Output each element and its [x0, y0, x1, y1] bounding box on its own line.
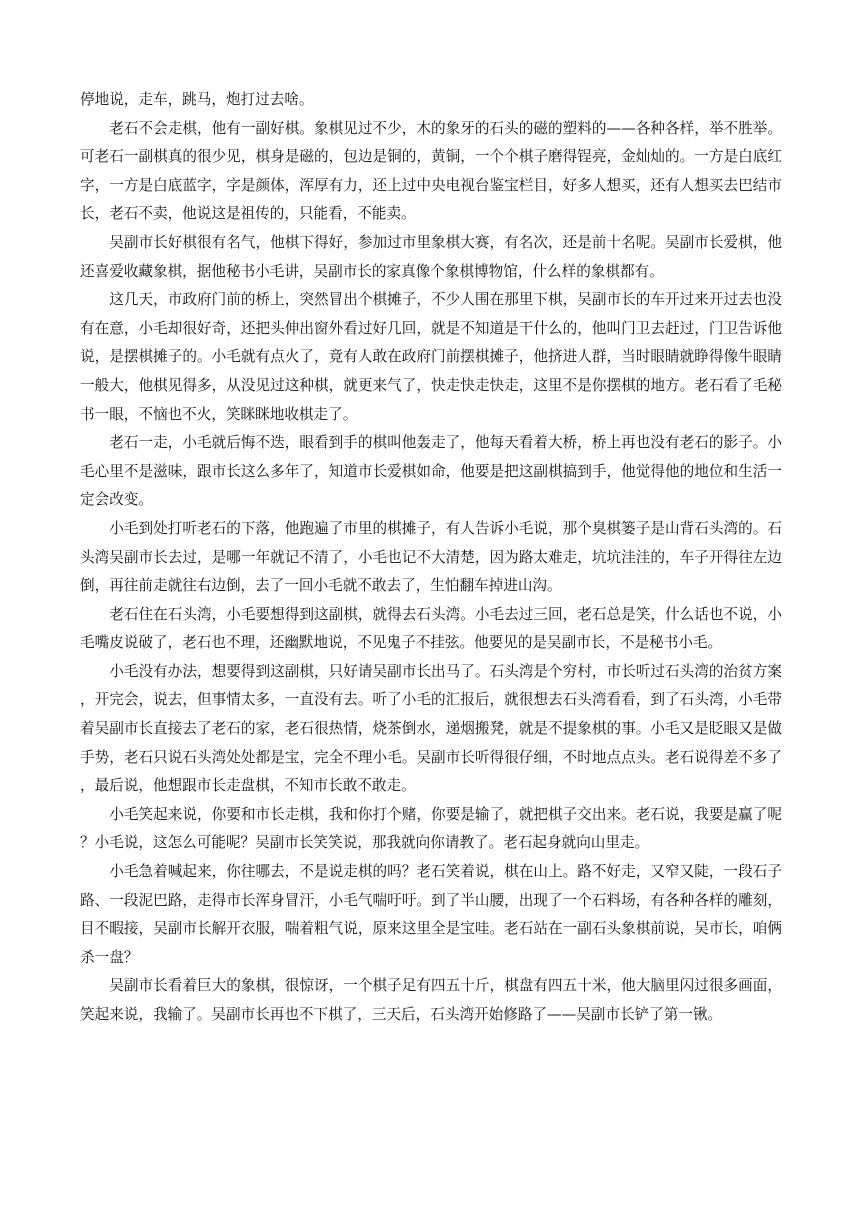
paragraph: 小毛笑起来说，你要和市长走棋，我和你打个赌，你要是输了，就把棋子交出来。老石说，我要是赢了呢？小毛说，这怎么可能呢？吴副市长笑笑说，那我就向你请教了。老石起身就向山里走。	[80, 805, 782, 852]
paragraph: 停地说，走车，跳马，炮打过去啥。	[80, 91, 314, 108]
document-page	[80, 86, 782, 1030]
paragraph: 吴副市长好棋很有名气，他棋下得好，参加过市里象棋大赛，有名次，还是前十名呢。吴副市长爱棋，他还喜爱收藏象棋，据他秘书小毛讲，吴副市长的家真像个象棋博物馆，什么样的象棋都有。	[80, 233, 782, 280]
paragraph: 老石不会走棋，他有一副好棋。象棋见过不少，木的象牙的石头的磁的塑料的——各种各样，举不胜举。可老石一副棋真的很少见，棋身是磁的，包边是铜的，黄铜，一个个棋子磨得锃亮，金灿灿的。一方是白底红字，一方是白底蓝字，字是颜体，浑厚有力，还上过中央电视台鉴宝栏目，好多人想买，还有人想买去巴结市长，老石不卖，他说这是祖传的，只能看，不能卖。	[80, 119, 782, 223]
paragraph: 小毛急着喊起来，你往哪去，不是说走棋的吗？老石笑着说，棋在山上。路不好走，又窄又陡，一段石子路、一段泥巴路，走得市长浑身冒汗，小毛气喘吁吁。到了半山腰，出现了一个石料场，有各种各样的雕刻，目不暇接，吴副市长解开衣服，喘着粗气说，原来这里全是宝哇。老石站在一副石头象棋前说，吴市长，咱俩杀一盘？	[80, 863, 782, 966]
paragraph: 小毛到处打听老石的下落，他跑遍了市里的棋摊子，有人告诉小毛说，那个臭棋篓子是山背石头湾的。石头湾吴副市长去过，是哪一年就记不清了，小毛也记不大清楚，因为路太难走，坑坑洼洼的，车子开得往左边倒，再往前走就往右边倒，去了一回小毛就不敢去了，生怕翻车掉进山沟。	[80, 519, 782, 595]
paragraph: 小毛没有办法，想要得到这副棋，只好请吴副市长出马了。石头湾是个穷村，市长听过石头湾的治贫方案，开完会，说去，但事情太多，一直没有去。听了小毛的汇报后，就很想去石头湾看看，到了石头湾，小毛带着吴副市长直接去了老石的家，老石很热情，烧茶倒水，递烟搬凳，就是不提象棋的事。小毛又是眨眼又是做手势，老石只说石头湾处处都是宝，完全不理小毛。吴副市长听得很仔细，不时地点点头。老石说得差不多了，最后说，他想跟市长走盘棋，不知市长敢不敢走。	[80, 662, 782, 795]
paragraph: 吴副市长看着巨大的象棋，很惊讶，一个棋子足有四五十斤，棋盘有四五十米，他大脑里闪过很多画面，笑起来说，我输了。吴副市长再也不下棋了，三天后，石头湾开始修路了——吴副市长铲了第一锹。	[80, 977, 782, 1023]
paragraph: 这几天，市政府门前的桥上，突然冒出个棋摊子，不少人围在那里下棋，吴副市长的车开过来开过去也没有在意，小毛却很好奇，还把头伸出窗外看过好几回，就是不知道是干什么的，他叫门卫去赶过，门卫告诉他说，是摆棋摊子的。小毛就有点火了，竟有人敢在政府门前摆棋摊子，他挤进人群，当时眼睛就睁得像牛眼睛一般大，他棋见得多，从没见过这种棋，就更来气了，快走快走快走，这里不是你摆棋的地方。老石看了毛秘书一眼，不恼也不火，笑眯眯地收棋走了。	[80, 291, 782, 423]
paragraph: 老石一走，小毛就后悔不迭，眼看到手的棋叫他轰走了，他每天看着大桥，桥上再也没有老石的影子。小毛心里不是滋味，跟市长这么多年了，知道市长爱棋如命，他要是把这副棋搞到手，他觉得他的地位和生活一定会改变。	[80, 434, 782, 509]
paragraph: 老石住在石头湾，小毛要想得到这副棋，就得去石头湾。小毛去过三回，老石总是笑，什么话也不说，小毛嘴皮说破了，老石也不理，还幽默地说，不见鬼子不挂弦。他要见的是吴副市长，不是秘书小毛。	[80, 605, 782, 652]
